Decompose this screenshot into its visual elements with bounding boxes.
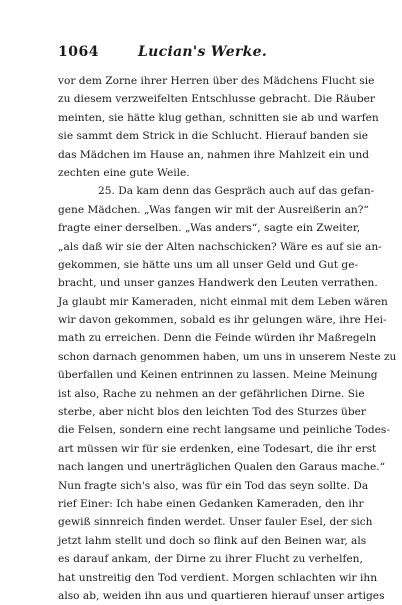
text-line: also ab, weiden ihn aus und quartieren hierauf unser artiges [58,589,385,602]
text-line: math zu erreichen. Denn die Feinde würden ihr Maßregeln [58,332,377,345]
text-line: ist also, Rache zu nehmen an der gefährlichen Dirne. Sie [58,387,365,400]
text-line: wir davon gekommen, sobald es ihr gelungen wäre, ihre Hei- [58,314,387,327]
text-line: Nun fragte sich's also, was für ein Tod das seyn sollte. Da [58,479,369,492]
text-line: Ja glaubt mir Kameraden, nicht einmal mit dem Leben wären [58,295,388,308]
text-line: vor dem Zorne ihrer Herren über des Mädchens Flucht sie [58,75,375,87]
page-header [58,44,348,62]
text-line: jetzt lahm stellt und doch so flink auf den Beinen war, als [58,534,367,547]
text-line: gewiß sinnreich finden werdet. Unser fauler Esel, der sich [58,516,373,529]
text-line: schon darnach genommen haben, um uns in unserem Neste zu [58,350,397,363]
running-title: Lucian's Werke. [138,44,268,60]
text-line: das Mädchen im Hause an, nahmen ihre Mahlzeit ein und [58,148,370,161]
text-line: sie sammt dem Strick in die Schlucht. Hierauf banden sie [58,130,369,143]
text-line: zechten eine gute Weile. [58,166,190,179]
text-line: rief Einer: Ich habe einen Gedanken Kameraden, den ihr [58,497,364,510]
text-line: meinten, sie hätte klug gethan, schnitten sie ab und warfen [58,111,379,124]
text-line: es darauf ankam, der Dirne zu ihrer Flucht zu verhelfen, [58,553,363,566]
text-line: „als daß wir sie der Alten nachschicken? Wäre es auf sie an- [58,240,382,253]
text-line: fragte einer derselben. „Was anders“, sagte ein Zweiter, [58,222,361,235]
text-line: sterbe, aber nicht blos den leichten Tod des Sturzes über [58,406,366,419]
text-line: zu diesem verzweifelten Entschlusse gebracht. Die Räuber [58,93,375,106]
body-text [58,72,397,605]
text-line: bracht, und unser ganzes Handwerk den Leuten verrathen. [58,277,378,290]
text-line: nach langen und unerträglichen Qualen den Garaus mache.“ [58,461,386,474]
text-line: die Felsen, sondern eine recht langsame und peinliche Todes- [58,424,390,437]
text-line: gene Mädchen. „Was fangen wir mit der Ausreißerin an?“ [58,203,369,216]
text-line: hat unstreitig den Tod verdient. Morgen schlachten wir ihn [58,571,378,584]
text-line: gekommen, sie hätte uns um all unser Geld und Gut ge- [58,258,359,271]
text-line: art müssen wir für sie erdenken, eine Todesart, die ihr erst [58,442,377,455]
text-line: überfallen und Keinen entrinnen zu lassen. Meine Meinung [58,369,378,382]
paragraph-start-line: 25. Da kam denn das Gespräch auch auf das gefan- [98,185,375,198]
page-number: 1064 [58,44,99,60]
